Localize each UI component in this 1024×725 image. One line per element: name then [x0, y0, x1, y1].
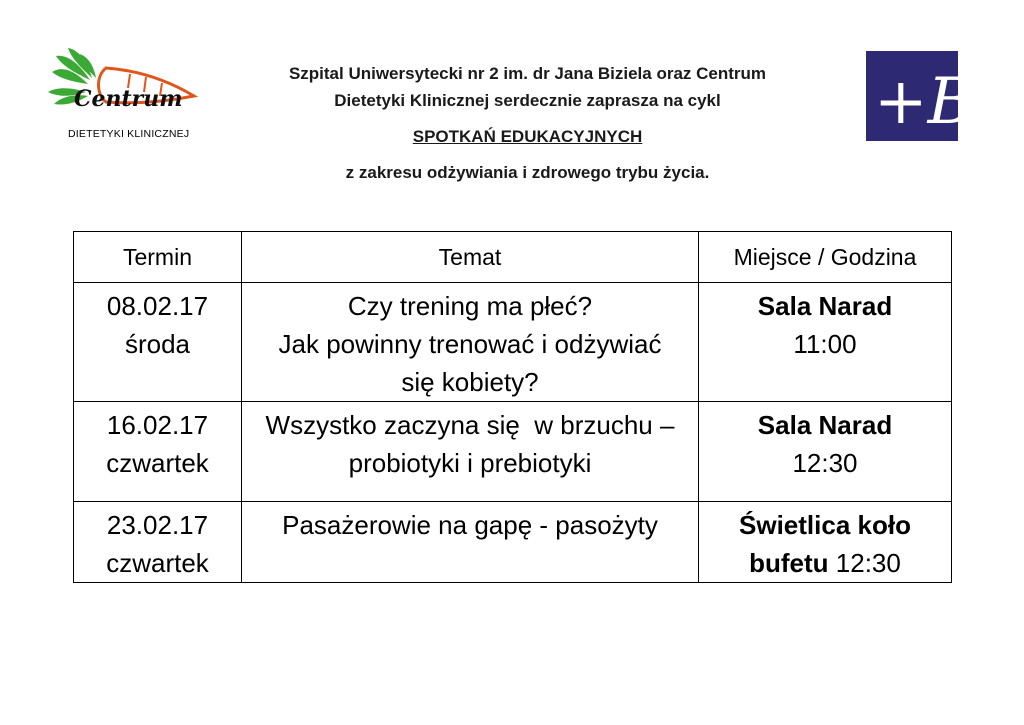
table-row	[74, 283, 952, 402]
topic-line: Wszystko zaczyna się w brzuchu –	[265, 410, 675, 440]
hospital-logo-mark: +B	[874, 65, 975, 139]
header-line-2: Dietetyki Klinicznej serdecznie zaprasza na cykl	[334, 91, 721, 110]
header-subtitle: z zakresu odżywiania i zdrowego trybu życia.	[345, 163, 710, 182]
date-cell	[74, 402, 242, 502]
time: 12:30	[835, 548, 901, 578]
place: Sala Narad	[757, 410, 893, 440]
weekday: czwartek	[106, 448, 209, 478]
date-cell	[74, 502, 242, 583]
topic-line: Jak powinny trenować i odżywiać	[278, 329, 662, 359]
topic-line: Czy trening ma płeć?	[347, 291, 593, 321]
place-time-line	[699, 544, 951, 582]
column-header-termin: Termin	[74, 232, 242, 283]
date: 16.02.17	[106, 410, 209, 440]
schedule-table	[73, 231, 952, 583]
topic-cell	[242, 283, 699, 402]
invitation-header	[215, 60, 840, 186]
time: 11:00	[793, 329, 857, 359]
weekday: czwartek	[106, 548, 209, 578]
table-row	[74, 402, 952, 502]
header-line-1: Szpital Uniwersytecki nr 2 im. dr Jana Biziela oraz Centrum	[288, 64, 767, 83]
date-cell	[74, 283, 242, 402]
header-title: SPOTKAŃ EDUKACYJNYCH	[412, 127, 643, 146]
topic-line: się kobiety?	[401, 367, 539, 397]
place: Świetlica koło	[739, 510, 911, 540]
time: 12:30	[792, 448, 858, 478]
hospital-logo	[866, 51, 975, 141]
topic-line: probiotyki i prebiotyki	[348, 448, 592, 478]
topic-cell	[242, 402, 699, 502]
weekday: środa	[124, 329, 191, 359]
place-cell	[699, 283, 952, 402]
topic-cell	[242, 502, 699, 583]
column-header-miejsce: Miejsce / Godzina	[699, 232, 952, 283]
logo-wordmark: Centrum	[74, 86, 183, 112]
place-continued: bufetu	[749, 548, 829, 578]
logo-caption: DIETETYKI KLINICZNEJ	[68, 128, 190, 140]
place-cell	[699, 502, 952, 583]
topic-line: Pasażerowie na gapę - pasożyty	[282, 510, 658, 540]
place: Sala Narad	[757, 291, 893, 321]
table-row	[74, 502, 952, 583]
table-header-row	[74, 232, 952, 283]
place-cell	[699, 402, 952, 502]
date: 23.02.17	[106, 510, 209, 540]
column-header-temat: Temat	[242, 232, 699, 283]
date: 08.02.17	[106, 291, 209, 321]
